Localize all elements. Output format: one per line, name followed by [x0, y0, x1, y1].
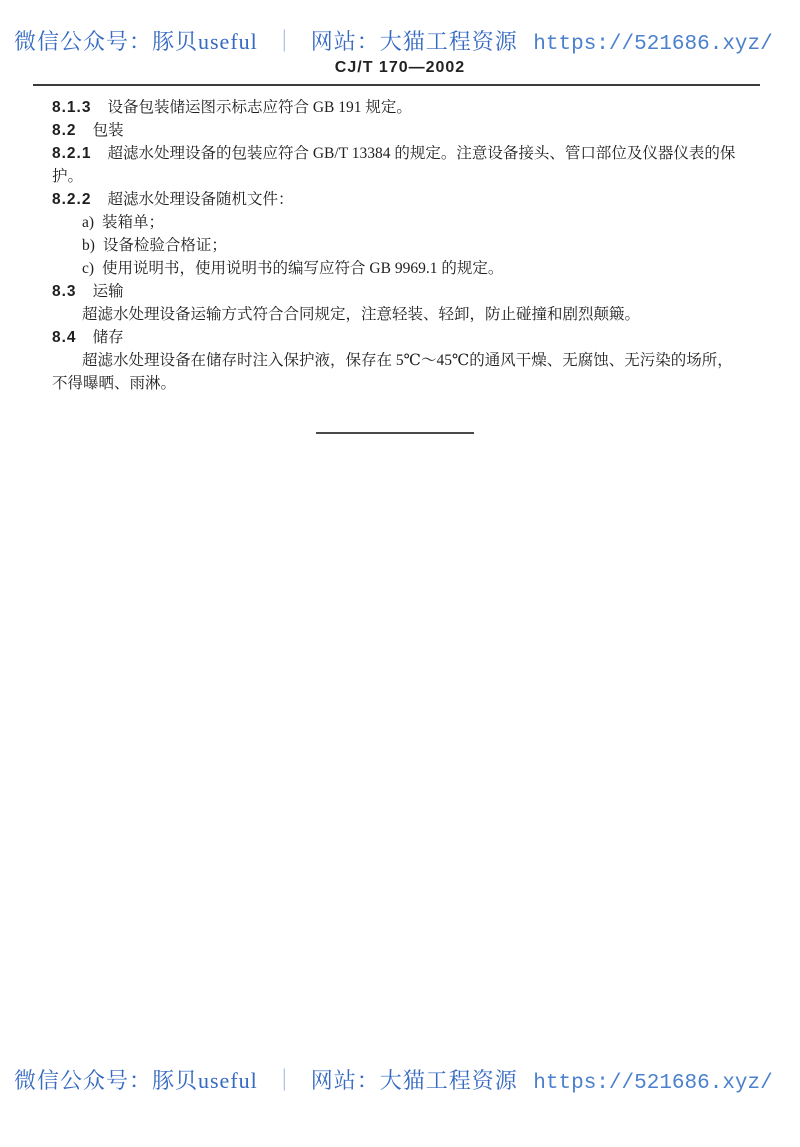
list-text: 设备检验合格证； — [102, 237, 227, 254]
list-item-b — [52, 234, 748, 257]
clause-number: 8.2 — [52, 122, 77, 139]
clause-number: 8.1.3 — [52, 99, 92, 116]
paragraph-text: 超滤水处理设备运输方式符合合同规定，注意轻装、轻卸，防止碰撞和剧烈颠簸。 — [82, 306, 641, 323]
list-marker: b) — [82, 237, 95, 254]
clause-number: 8.4 — [52, 329, 77, 346]
watermark-wechat-label: 微信公众号：豚贝useful — [14, 29, 258, 54]
clause-number: 8.2.2 — [52, 191, 92, 208]
clause-8-2-2 — [52, 188, 748, 211]
list-marker: a) — [82, 214, 95, 231]
list-marker: c) — [82, 260, 95, 277]
list-text: 装箱单； — [102, 214, 165, 231]
heading-text: 运输 — [92, 283, 124, 300]
watermark-site-label: 网站：大猫工程资源 — [310, 29, 518, 54]
end-of-text-divider — [316, 432, 474, 434]
clause-number: 8.2.1 — [52, 145, 92, 162]
heading-text: 包装 — [92, 122, 124, 139]
watermark-header — [14, 29, 790, 58]
watermark-footer — [14, 1068, 790, 1097]
heading-8-4 — [52, 326, 748, 349]
list-item-a — [52, 211, 748, 234]
clause-number: 8.3 — [52, 283, 77, 300]
paragraph-storage — [52, 349, 748, 395]
watermark-url: https://521686.xyz/ — [533, 33, 773, 56]
watermark-site-label: 网站：大猫工程资源 — [310, 1068, 518, 1093]
watermark-separator: ｜ — [273, 1068, 296, 1093]
heading-text: 储存 — [92, 329, 124, 346]
paragraph-transport — [52, 303, 748, 326]
standard-code: CJ/T 170—2002 — [334, 59, 466, 76]
header-rule — [33, 84, 760, 86]
paragraph-text: 超滤水处理设备在储存时注入保护液，保存在 5℃～45℃的通风干燥、无腐蚀、无污染的场所，不得曝晒、雨淋。 — [52, 352, 733, 392]
clause-text: 超滤水处理设备的包装应符合 GB/T 13384 的规定。注意设备接头、管口部位及仪器仪表的保护。 — [52, 145, 736, 185]
watermark-separator: ｜ — [273, 29, 296, 54]
clause-8-1-3 — [52, 96, 748, 119]
list-item-c — [52, 257, 748, 280]
watermark-url: https://521686.xyz/ — [533, 1072, 773, 1095]
clause-text: 超滤水处理设备随机文件： — [107, 191, 294, 208]
clause-text: 设备包装储运图示标志应符合 GB 191 规定。 — [107, 99, 412, 116]
heading-8-3 — [52, 280, 748, 303]
document-body — [52, 96, 748, 395]
clause-8-2-1 — [52, 142, 748, 188]
list-text: 使用说明书，使用说明书的编写应符合 GB 9969.1 的规定。 — [102, 260, 504, 277]
heading-8-2 — [52, 119, 748, 142]
watermark-wechat-label: 微信公众号：豚贝useful — [14, 1068, 258, 1093]
